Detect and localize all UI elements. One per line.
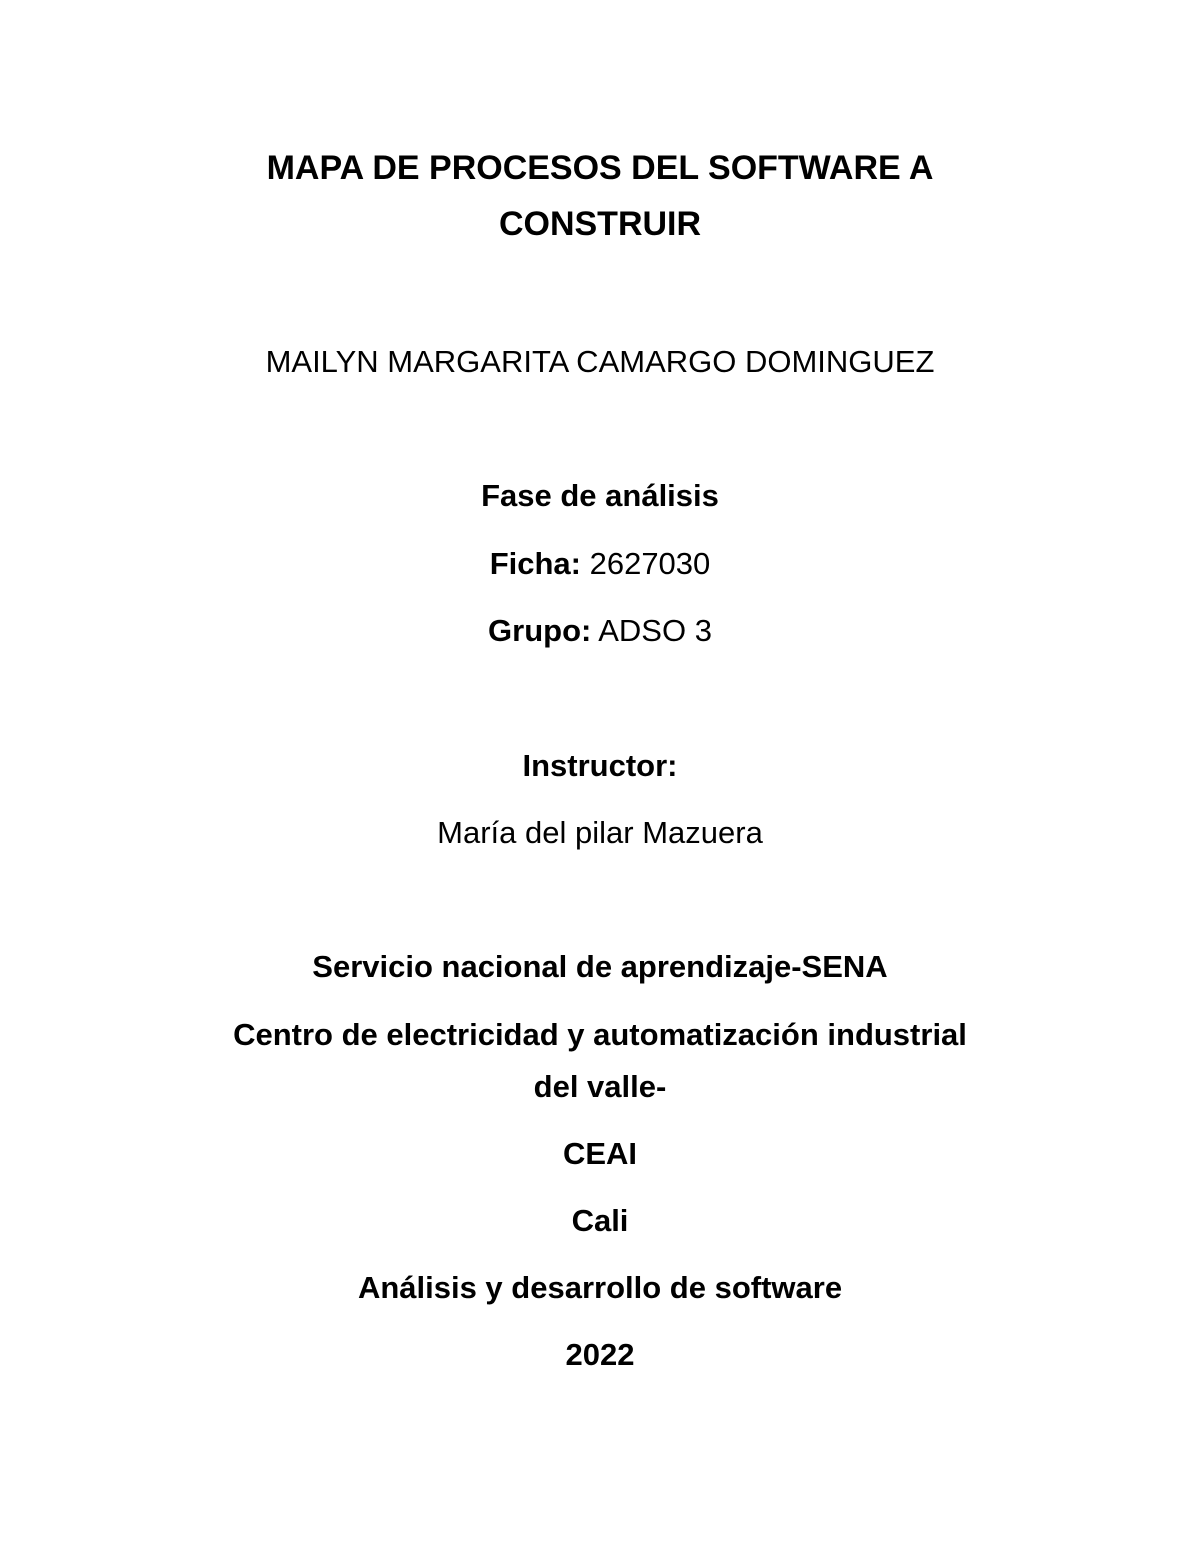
ficha-label: Ficha:: [489, 546, 581, 581]
institution-name: Servicio nacional de aprendizaje-SENA: [312, 949, 888, 984]
author-name: MAILYN MARGARITA CAMARGO DOMINGUEZ: [265, 344, 935, 379]
document-year: 2022: [565, 1337, 635, 1372]
document-title-line-2: CONSTRUIR: [498, 205, 702, 243]
instructor-name: María del pilar Mazuera: [437, 815, 763, 850]
grupo-line: [150, 611, 1050, 651]
grupo-value: ADSO 3: [591, 613, 712, 648]
center-acronym: CEAI: [562, 1136, 638, 1171]
city-name: Cali: [571, 1203, 629, 1238]
ficha-value: 2627030: [580, 546, 711, 581]
ficha-line: [150, 544, 1050, 584]
phase-label: Fase de análisis: [481, 478, 719, 513]
instructor-label: Instructor:: [522, 748, 678, 783]
center-name-line-1: Centro de electricidad y automatización industrial: [233, 1017, 967, 1052]
program-name: Análisis y desarrollo de software: [357, 1270, 843, 1305]
document-title-line-1: MAPA DE PROCESOS DEL SOFTWARE A: [266, 149, 934, 187]
grupo-label: Grupo:: [488, 613, 592, 648]
center-name-line-2: del valle-: [533, 1069, 667, 1104]
